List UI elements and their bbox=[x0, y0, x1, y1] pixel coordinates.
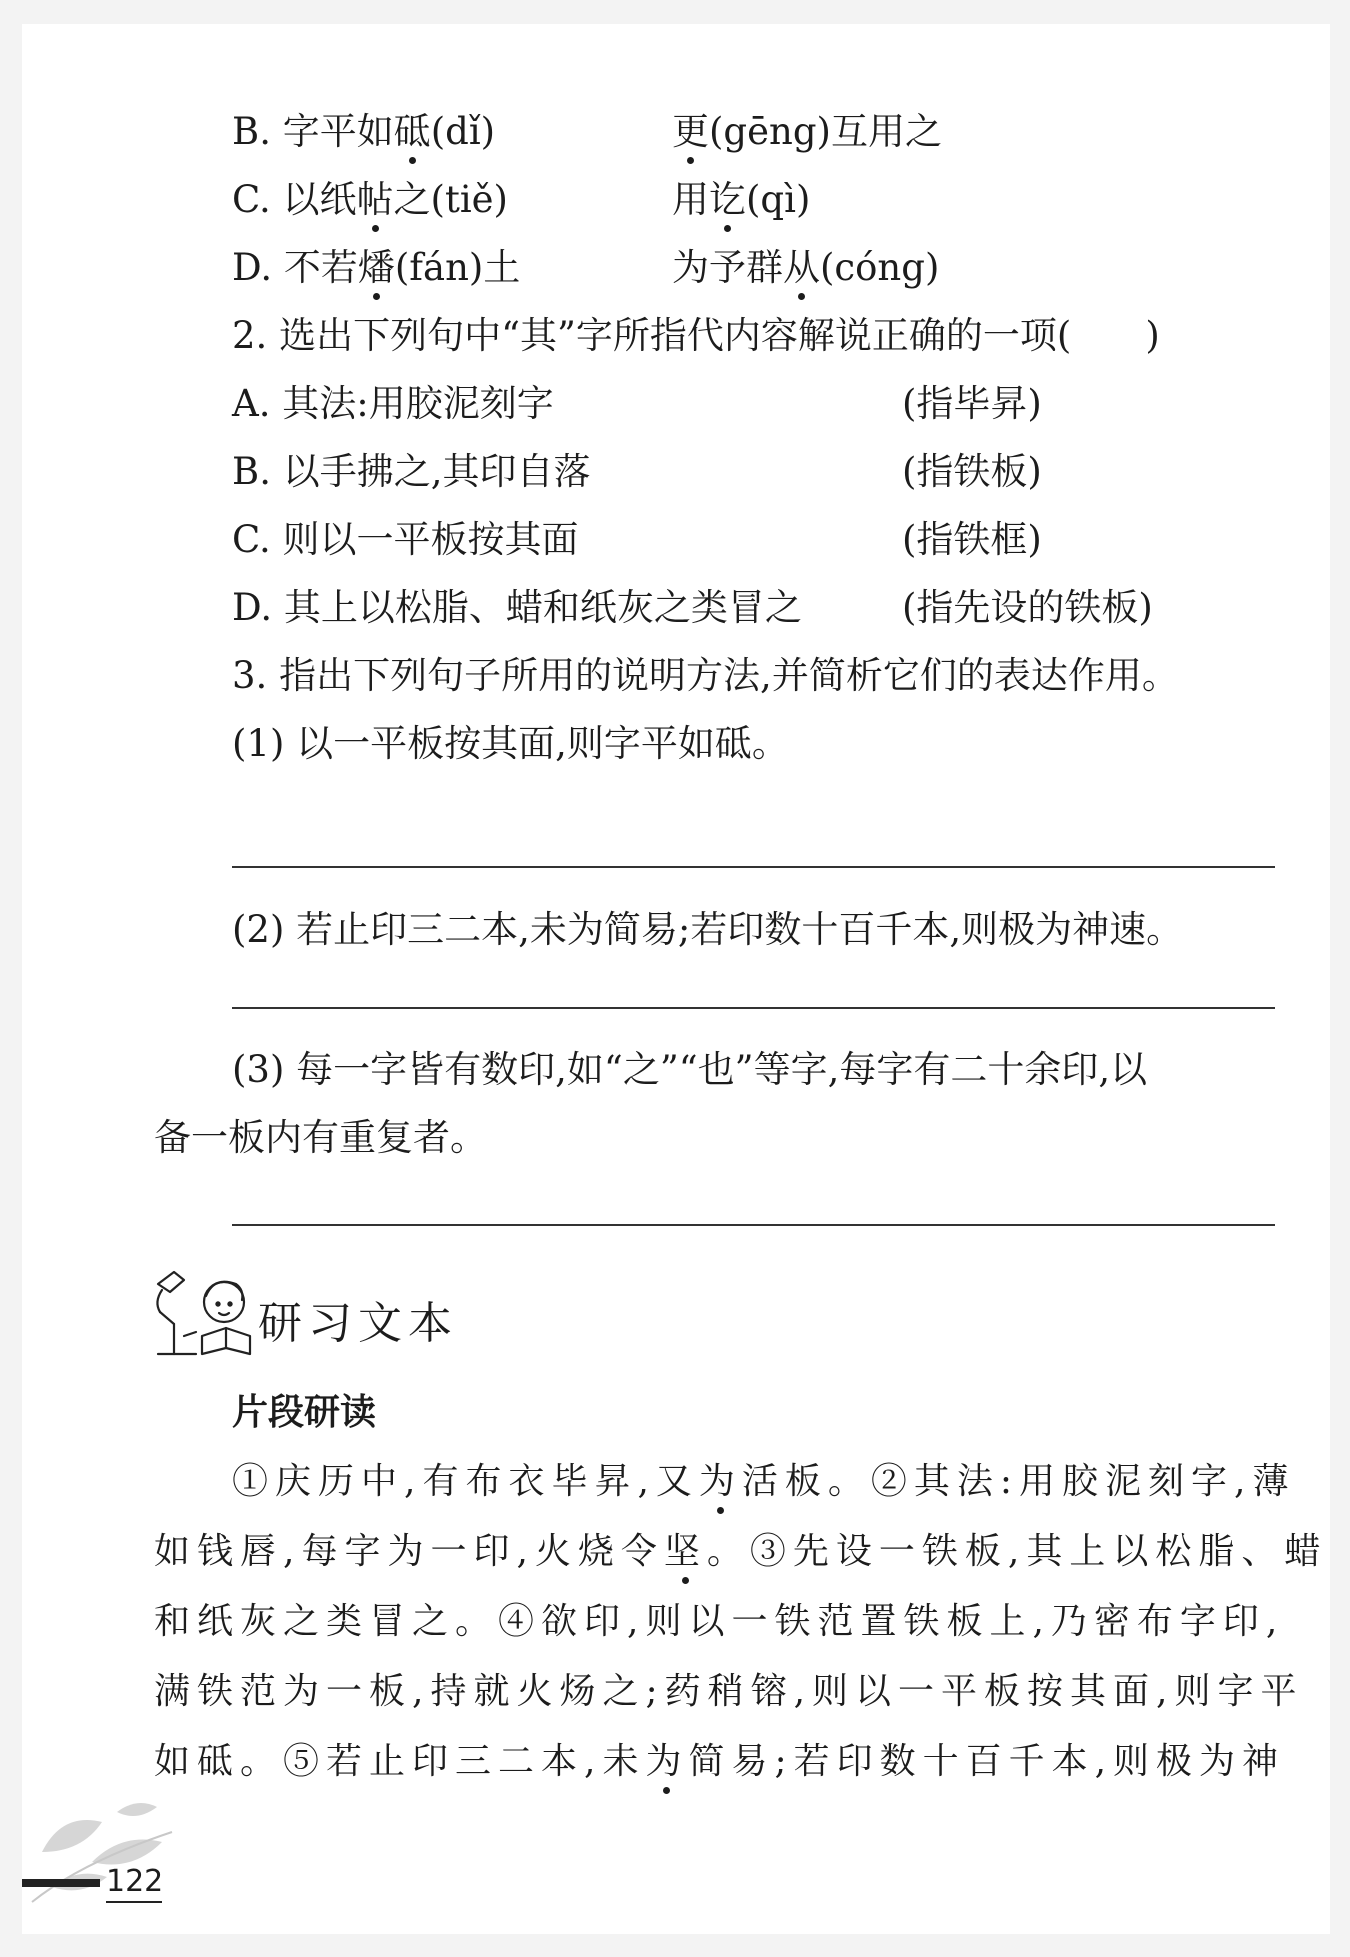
answer-line-3[interactable] bbox=[232, 1224, 1275, 1226]
pinyin-annotation: 之(tiě) bbox=[393, 178, 508, 221]
passage-line-5 bbox=[154, 1736, 1285, 1788]
q2-option-a-note: (指毕昇) bbox=[902, 382, 1042, 425]
emphasis-char: 帖 bbox=[357, 174, 394, 226]
text-segment: 活板。②其法:用胶泥刻字,薄 bbox=[741, 1461, 1296, 1502]
emphasis-char: 更 bbox=[672, 106, 709, 158]
emphasis-char: 坚 bbox=[664, 1526, 707, 1578]
emphasis-char: 讫 bbox=[709, 174, 746, 226]
pinyin-annotation: (gēng)互用之 bbox=[709, 110, 942, 153]
page-number: 122 bbox=[106, 1864, 164, 1899]
passage-line-2 bbox=[154, 1526, 1327, 1578]
q3-sentence-1: (1) 以一平板按其面,则字平如砥。 bbox=[232, 722, 789, 765]
text-segment: 为予群 bbox=[672, 246, 783, 289]
text-segment: D. 不若 bbox=[232, 246, 358, 289]
text-segment: 如砥。⑤若止印三二本,未 bbox=[154, 1741, 646, 1782]
emphasis-char: 燔 bbox=[358, 242, 395, 294]
text-segment: 简易;若印数十百千本,则极为神 bbox=[688, 1741, 1286, 1782]
page-number-underline bbox=[106, 1901, 162, 1903]
q2-option-b: B. 以手拂之,其印自落 bbox=[232, 450, 591, 493]
q2-stem: 2. 选出下列句中“其”字所指代内容解说正确的一项( ) bbox=[232, 314, 1160, 357]
page-number-bar bbox=[22, 1879, 100, 1887]
pinyin-annotation: (cóng) bbox=[820, 246, 940, 289]
q1-option-b-left bbox=[232, 106, 495, 158]
q2-option-d: D. 其上以松脂、蜡和纸灰之类冒之 bbox=[232, 586, 802, 629]
q1-option-c-right bbox=[672, 174, 810, 226]
q1-option-c-left bbox=[232, 174, 508, 226]
text-segment: 如钱唇,每字为一印,火烧令 bbox=[154, 1531, 664, 1572]
pinyin-annotation: (qì) bbox=[746, 178, 811, 221]
q1-option-b-right bbox=[672, 106, 942, 158]
q3-sentence-2: (2) 若止印三二本,未为简易;若印数十百千本,则极为神速。 bbox=[232, 908, 1184, 951]
q2-option-c-note: (指铁框) bbox=[902, 518, 1042, 561]
answer-line-1[interactable] bbox=[232, 866, 1275, 868]
q2-option-d-note: (指先设的铁板) bbox=[902, 586, 1153, 629]
text-segment: 用 bbox=[672, 178, 709, 221]
answer-line-2[interactable] bbox=[232, 1007, 1275, 1009]
q3-sentence-3-line2: 备一板内有重复者。 bbox=[154, 1116, 487, 1159]
emphasis-char: 为 bbox=[699, 1456, 742, 1508]
q2-option-b-note: (指铁板) bbox=[902, 450, 1042, 493]
q3-sentence-3-line1: (3) 每一字皆有数印,如“之”“也”等字,每字有二十余印,以 bbox=[232, 1048, 1148, 1091]
text-segment: C. 以纸 bbox=[232, 178, 357, 221]
q1-option-d-right bbox=[672, 242, 939, 294]
q3-stem: 3. 指出下列句子所用的说明方法,并简析它们的表达作用。 bbox=[232, 654, 1179, 697]
pinyin-annotation: (dǐ) bbox=[430, 110, 496, 153]
text-segment: 。③先设一铁板,其上以松脂、蜡 bbox=[706, 1531, 1328, 1572]
q1-option-d-left bbox=[232, 242, 520, 294]
emphasis-char: 从 bbox=[783, 242, 820, 294]
section-subtitle: 片段研读 bbox=[232, 1392, 377, 1433]
pinyin-annotation: (fán)土 bbox=[394, 246, 521, 289]
section-title: 研习文本 bbox=[258, 1298, 458, 1349]
emphasis-char: 砥 bbox=[394, 106, 431, 158]
q2-option-a: A. 其法:用胶泥刻字 bbox=[232, 382, 554, 425]
emphasis-char: 为 bbox=[645, 1736, 688, 1788]
passage-line-3: 和纸灰之类冒之。④欲印,则以一铁范置铁板上,乃密布字印, bbox=[154, 1601, 1285, 1642]
text-segment: B. 字平如 bbox=[232, 110, 394, 153]
passage-line-1 bbox=[232, 1456, 1295, 1508]
passage-line-4: 满铁范为一板,持就火炀之;药稍镕,则以一平板按其面,则字平 bbox=[154, 1671, 1304, 1712]
workbook-page bbox=[22, 24, 1330, 1934]
study-kid-icon bbox=[144, 1262, 262, 1362]
text-segment: ①庆历中,有布衣毕昇,又 bbox=[232, 1461, 699, 1502]
q2-option-c: C. 则以一平板按其面 bbox=[232, 518, 579, 561]
